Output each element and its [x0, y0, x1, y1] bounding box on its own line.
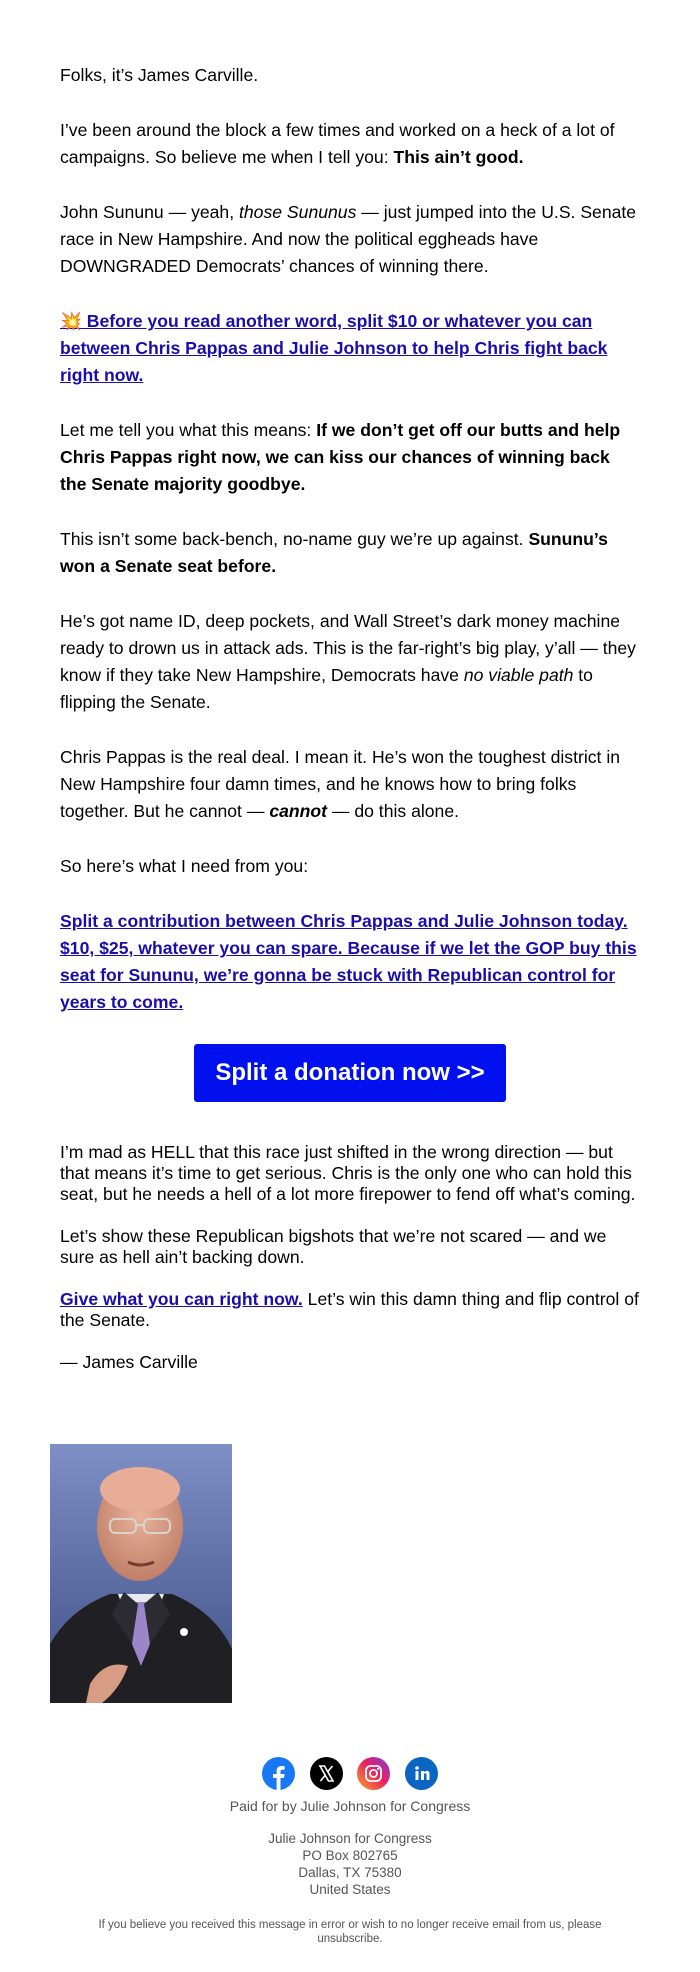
mailing-address	[0, 1830, 700, 1898]
paragraph-ask: So here’s what I need from you:	[60, 856, 309, 876]
paragraph-pappas-text: Chris Pappas is the real deal. I mean it. He’s won the toughest district in New Hampshire four damn times, and he knows how to bring folks together. But he cannot —	[60, 747, 621, 821]
paragraph-pappas-emphasis: cannot	[269, 801, 327, 821]
paragraph-show: Let’s show these Republican bigshots that we’re not scared — and we sure as hell ain’t backing down.	[60, 1226, 607, 1267]
paragraph-meaning-bold: If we don’t get off our butts and help Chris Pappas right now, we can kiss our chances of winning back the Senate majority goodbye.	[60, 420, 621, 494]
paid-for-disclaimer: Paid for by Julie Johnson for Congress	[229, 1798, 471, 1814]
paragraph-opponent	[60, 526, 640, 580]
greeting: Folks, it’s James Carville.	[60, 65, 259, 85]
social-links	[0, 1757, 700, 1790]
paragraph-meaning	[60, 417, 640, 498]
email-content	[60, 62, 640, 1394]
explosion-icon: 💥	[60, 311, 82, 331]
linkedin-icon[interactable]	[405, 1757, 438, 1790]
instagram-icon[interactable]	[357, 1757, 390, 1790]
paragraph-money-text-2: to flipping the Senate.	[60, 665, 593, 712]
paragraph-meaning-text: Let me tell you what this means:	[60, 420, 317, 440]
address-po-box: PO Box 802765	[302, 1848, 398, 1863]
portrait-illustration	[50, 1444, 232, 1703]
donate-link-1-text: Before you read another word, split $10 or whatever you can between Chris Pappas and Julie Johnson to help Chris fight back right now.	[60, 311, 608, 385]
paragraph-opponent-bold: Sununu’s won a Senate seat before.	[60, 529, 608, 576]
paragraph-give	[60, 1289, 640, 1331]
signoff: — James Carville	[60, 1352, 198, 1372]
donate-link-2[interactable]: Split a contribution between Chris Pappas and Julie Johnson today. $10, $25, whatever you can spare. Because if we let the GOP buy this seat for Sununu, we’re gonna be stuck with Republican control for years to come.	[60, 911, 637, 1012]
address-org: Julie Johnson for Congress	[268, 1831, 432, 1846]
donate-link-1[interactable]	[60, 311, 607, 385]
donate-link-1-wrap	[60, 308, 640, 389]
paragraph-money-text: He’s got name ID, deep pockets, and Wall Street’s dark money machine ready to drown us in attack ads. This is the far-right’s big play, y’all — they know if they take New Hampshire, Democrats have	[60, 611, 636, 685]
paragraph-sununu-text: John Sununu — yeah,	[60, 202, 239, 222]
split-donation-button[interactable]: Split a donation now >>	[194, 1044, 506, 1102]
unsubscribe-link[interactable]: unsubscribe.	[317, 1933, 383, 1945]
paragraph-opponent-text: This isn’t some back-bench, no-name guy we’re up against.	[60, 529, 529, 549]
facebook-icon[interactable]	[262, 1757, 295, 1790]
address-country: United States	[309, 1882, 391, 1897]
unsubscribe-text: If you believe you received this message in error or wish to no longer receive email from us, please	[98, 1919, 602, 1931]
paragraph-give-text: Let’s win this damn thing and flip control of the Senate.	[60, 1289, 639, 1330]
paragraph-pappas	[60, 744, 640, 825]
paragraph-intro	[60, 117, 640, 171]
paragraph-pappas-text-2: — do this alone.	[326, 801, 460, 821]
paragraph-sununu	[60, 199, 640, 280]
james-carville-photo	[50, 1444, 232, 1703]
unsubscribe-notice	[80, 1918, 620, 1946]
paragraph-intro-bold: This ain’t good.	[393, 147, 524, 167]
paragraph-intro-text: I’ve been around the block a few times and worked on a heck of a lot of campaigns. So believe me when I tell you:	[60, 120, 615, 167]
donate-link-2-wrap	[60, 908, 640, 1016]
paragraph-sununu-text-2: — just jumped into the U.S. Senate race in New Hampshire. And now the political eggheads have DOWNGRADED Democrats’ chances of winning there.	[60, 202, 637, 276]
button-row	[60, 1044, 640, 1102]
paragraph-money-italic: no viable path	[463, 665, 574, 685]
paragraph-sununu-italic: those Sununus	[239, 202, 357, 222]
paragraph-mad: I’m mad as HELL that this race just shifted in the wrong direction — but that means it’s time to get serious. Chris is the only one who can hold this seat, but he needs a hell of a lot more firepower to fend off what’s coming.	[60, 1142, 636, 1204]
x-icon[interactable]	[310, 1757, 343, 1790]
address-city: Dallas, TX 75380	[298, 1865, 402, 1880]
give-now-link[interactable]: Give what you can right now.	[60, 1289, 303, 1309]
paragraph-money	[60, 608, 640, 716]
